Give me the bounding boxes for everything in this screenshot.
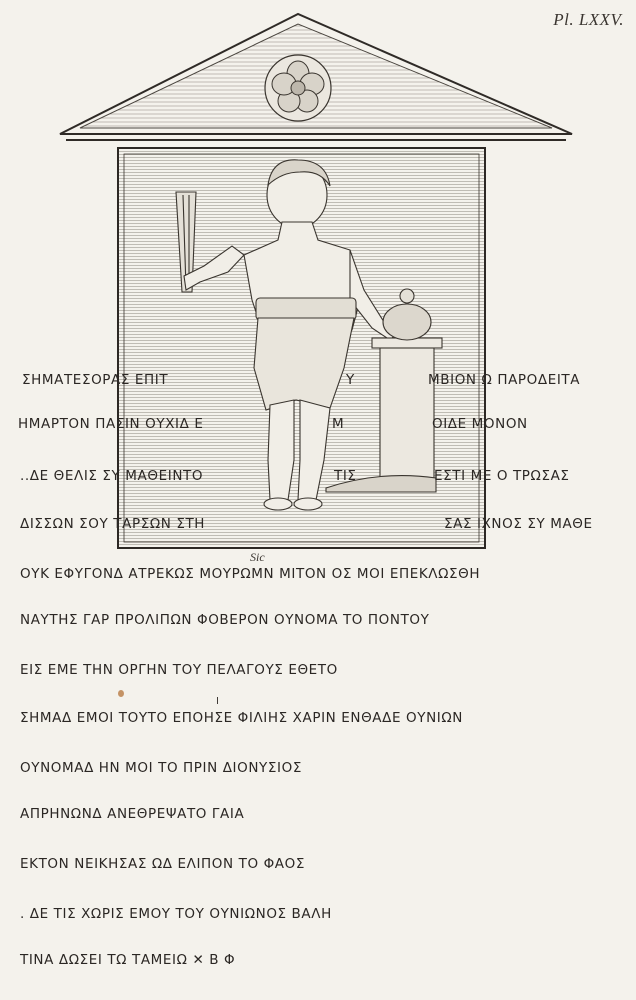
ink-blot (118, 690, 124, 697)
inscription-line: ΔΙΣΣΩΝ ΣΟΥ ΤΑΡΣΩΝ ΣΤΗ ΣΑΣ ΙΧΝΟΣ ΣΥ ΜΑΘΕ (20, 516, 593, 532)
inscription-line: ΣΗΜΑΔ ΕΜΟΙ ΤΟΥΤΟ ΕΠΟΗΣΕ ΦΙΛΙΗΣ ΧΑΡΙΝ ΕΝΘΑΔΕ ΟΥΝΙΩΝ (20, 710, 463, 726)
interlinear-mark: I (216, 696, 219, 707)
inscription-line: ΕΙΣ ΕΜΕ ΤΗΝ ΟΡΓΗΝ ΤΟΥ ΠΕΛΑΓΟΥΣ ΕΘΕΤΟ (20, 662, 338, 678)
inscription-line: ΟΥΚ ΕΦΥΓΟΝΔ ΑΤΡΕΚΩΣ ΜΟΥΡΩΜΝ ΜΙΤΟΝ ΟΣ ΜΟΙ ΕΠΕΚΛΩΣΘΗ (20, 566, 481, 582)
inscription-line: ΤΙΝΑ ΔΩΣΕΙ ΤΩ ΤΑΜΕΙΩ ✕ Β Φ (20, 952, 236, 968)
inscription-line: ΝΑΥΤΗΣ ΓΑΡ ΠΡΟΛΙΠΩΝ ΦΟΒΕΡΟΝ ΟΥΝΟΜΑ ΤΟ ΠΟΝΤΟΥ (20, 612, 430, 628)
inscription-line: ΑΠΡΗΝΩΝΔ ΑΝΕΘΡΕΨΑΤΟ ΓΑΙΑ (20, 806, 245, 822)
rosette-icon (265, 55, 331, 121)
inscription-line: ΕΚΤΟΝ ΝΕΙΚΗΣΑΣ ΩΔ ΕΛΙΠΟΝ ΤΟ ΦΑΟΣ (20, 856, 305, 872)
inscription-line: ΗΜΑΡΤΟΝ ΠΑΣΙΝ ΟΥΧΙΔ Ε Μ ΟΙΔΕ ΜΟΝΟΝ (18, 416, 528, 432)
inscription-line: ..ΔΕ ΘΕΛΙΣ ΣΥ ΜΑΘΕΙΝΤΟ ΤΙΣ ΕΣΤΙ ΜΕ Ο ΤΡΩΣΑΣ (20, 468, 570, 484)
plate-number: Pl. LXXV. (553, 10, 624, 29)
inscription-line: ΣΗΜΑΤΕΣΟΡΑΣ ΕΠΙΤ Υ ΜΒΙΟΝ Ω ΠΑΡΟΔΕΙΤΑ (22, 372, 581, 388)
inscription-line: . ΔΕ ΤΙΣ ΧΩΡΙΣ ΕΜΟΥ ΤΟΥ ΟΥΝΙΩΝΟΣ ΒΑΛΗ (20, 906, 332, 922)
sic-annotation: Sic (250, 550, 265, 564)
inscription-line: ΟΥΝΟΜΑΔ ΗΝ ΜΟΙ ΤΟ ΠΡΙΝ ΔΙΟΝΥΣΙΟΣ (20, 760, 302, 776)
